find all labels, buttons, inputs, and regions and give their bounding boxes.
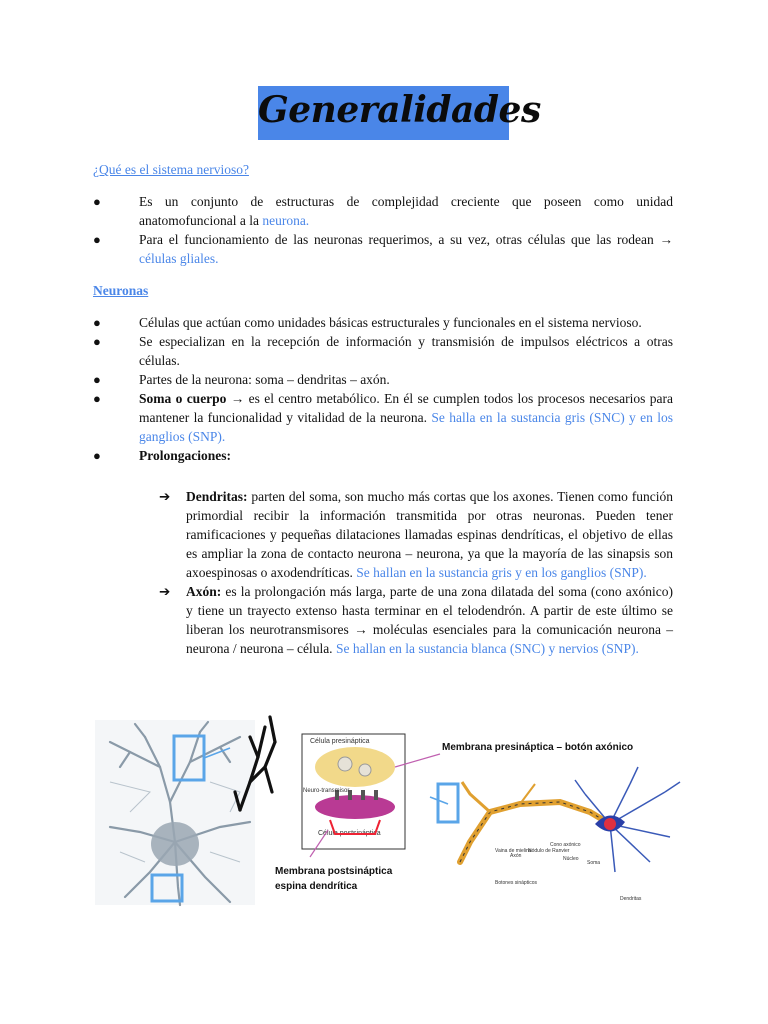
pyramidal-neuron-illustration: [95, 720, 255, 905]
svg-text:Célula presináptica: Célula presináptica: [310, 738, 370, 745]
arrow-right-icon: ➔: [159, 489, 171, 504]
bullet-icon: ●: [93, 372, 101, 387]
svg-text:espina dendrítica: espina dendrítica: [275, 881, 358, 892]
svg-text:Botones sinápticos: Botones sinápticos: [495, 880, 537, 886]
svg-text:Membrana postsináptica: Membrana postsináptica: [275, 866, 393, 877]
list-item: ● Células que actúan como unidades básicas estructurales y funcionales en el sistema nervioso.: [93, 315, 642, 330]
page-title: Generalidades: [258, 89, 541, 131]
synapse-illustration: [302, 734, 440, 857]
neuron-figure: [90, 712, 690, 907]
svg-text:Membrana presináptica – botón: Membrana presináptica – botón axónico: [442, 742, 634, 753]
svg-text:Núcleo: Núcleo: [563, 856, 579, 862]
svg-text:Soma: Soma: [587, 860, 601, 866]
bullet-icon: ●: [93, 391, 101, 406]
list-item: ● Soma o cuerpo → es el centro metabólico. En él se cumplen todos los procesos necesarios para mantener la funcionalidad y vitalidad de la neurona. Se halla en la sustancia gris (SNC) y en los ganglios (SNP).: [93, 391, 673, 444]
list-item: ● Se especializan en la recepción de información y transmisión de impulsos eléctricos a otras células.: [93, 334, 673, 368]
neuron-axon-illustration: [430, 767, 680, 902]
svg-text:Célula postsináptica: Célula postsináptica: [318, 830, 381, 837]
list-sistema-nervioso: [93, 192, 673, 268]
arrow-right-icon: ➔: [159, 584, 171, 599]
svg-text:Cono axónico: Cono axónico: [550, 842, 581, 848]
bullet-icon: ●: [93, 315, 101, 330]
section-heading-neuronas: Neuronas: [93, 283, 149, 298]
svg-text:Neuro-transmisor: Neuro-transmisor: [303, 788, 350, 794]
bullet-icon: ●: [93, 448, 101, 463]
title-banner: [258, 86, 541, 140]
bullet-icon: ●: [93, 232, 101, 247]
svg-text:Vaina de mielina: Vaina de mielina: [495, 848, 532, 854]
list-prolongaciones: [159, 487, 673, 658]
bullet-icon: ●: [93, 194, 101, 209]
list-neuronas: [93, 313, 673, 465]
list-item: ● Prolongaciones:: [93, 448, 231, 463]
list-item: ● Para el funcionamiento de las neuronas requerimos, a su vez, otras células que las rodean → células gliales.: [93, 232, 673, 266]
axon-terminal-highlight-box: [438, 784, 458, 822]
list-item: ➔ Axón: es la prolongación más larga, parte de una zona dilatada del soma (cono axónico) y tiene un trayecto extenso hasta terminar en el telodendrón. A partir de este último se liberan los neurotransmisores → moléculas esenciales para la comunicación neurona – neurona / neurona – célula. Se hallan en la sustancia blanca (SNC) y nervios (SNP).: [159, 584, 673, 656]
list-item: ➔ Dendritas: parten del soma, son mucho más cortas que los axones. Tienen como función primordial recibir la información transmitida por otras neuronas. Pueden tener ramificaciones y pequeñas dilataciones llamadas espinas dendríticas, el objetivo de ellas es ampliar la zona de contacto neurona – neurona, ya que la mayoría de las sinapsis son axoespinosas o axodendríticas. Se hallan en la sustancia gris y en los ganglios (SNP).: [159, 489, 673, 580]
svg-text:Axón: Axón: [510, 853, 522, 859]
section-heading-sistema-nervioso: ¿Qué es el sistema nervioso?: [93, 162, 249, 177]
list-item: ● Es un conjunto de estructuras de complejidad creciente que poseen como unidad anatomofuncional a la neurona.: [93, 194, 673, 228]
svg-text:Dendritas: Dendritas: [620, 896, 642, 902]
list-item: ● Partes de la neurona: soma – dendritas – axón.: [93, 372, 390, 387]
svg-text:Nódulo de Ranvier: Nódulo de Ranvier: [528, 848, 570, 854]
bullet-icon: ●: [93, 334, 101, 349]
